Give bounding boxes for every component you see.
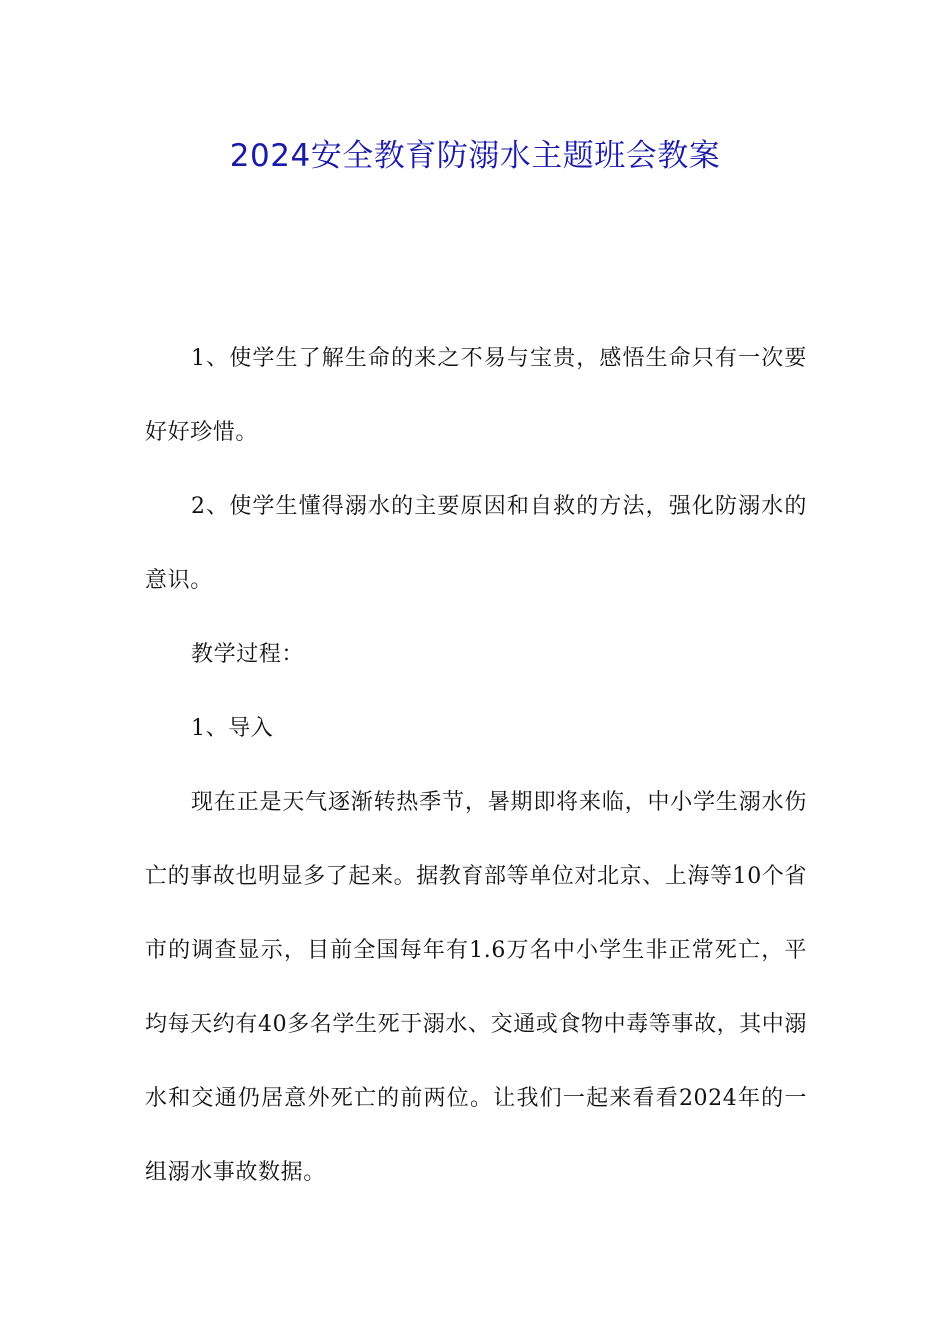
objective-paragraph-2: 2、使学生懂得溺水的主要原因和自救的方法，强化防溺水的意识。 [145, 494, 807, 593]
section-heading-introduction: 1、导入 [191, 716, 274, 741]
section-heading-teaching-process: 教学过程： [191, 642, 305, 667]
document-title: 2024安全教育防溺水主题班会教案 [229, 138, 721, 174]
objective-paragraph-1: 1、使学生了解生命的来之不易与宝贵，感悟生命只有一次要好好珍惜。 [145, 346, 807, 445]
document-body [145, 322, 807, 1210]
introduction-paragraph: 现在正是天气逐渐转热季节，暑期即将来临，中小学生溺水伤亡的事故也明显多了起来。据教育部等单位对北京、上海等10个省市的调查显示，目前全国每年有1.6万名中小学生非正常死亡，平均每天约有40多名学生死于溺水、交通或食物中毒等事故，其中溺水和交通仍居意外死亡的前两位。让我们一起来看看2024年的一组溺水事故数据。 [145, 790, 807, 1185]
